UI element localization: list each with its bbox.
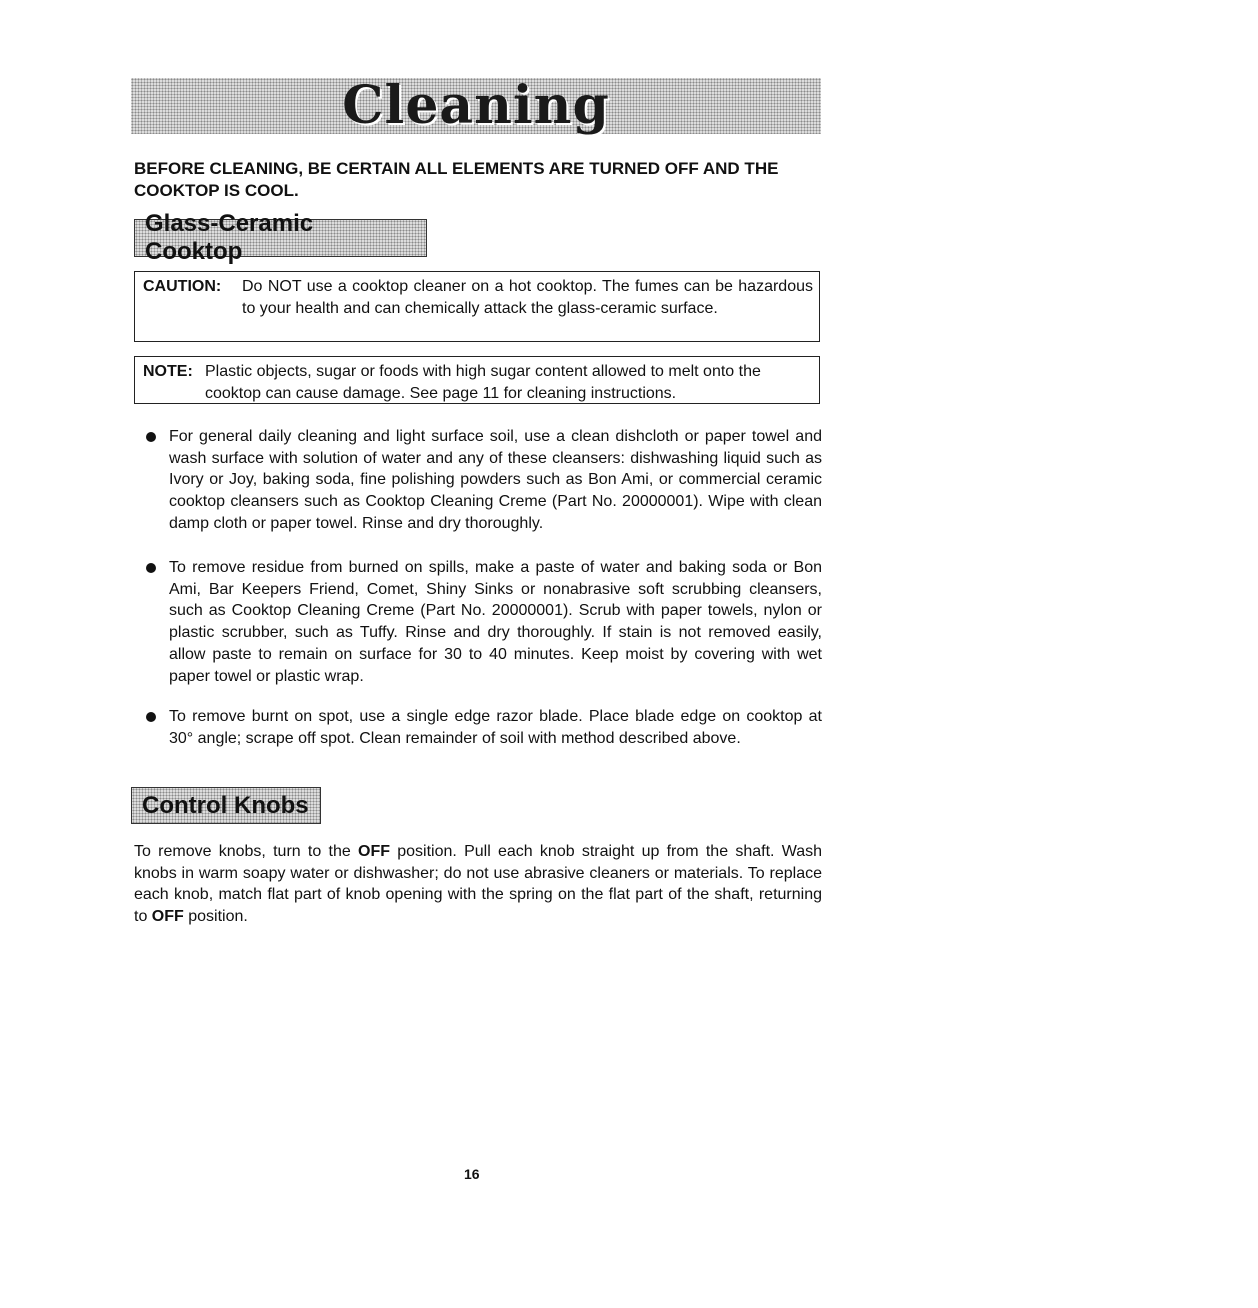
section-heading-glass-ceramic: Glass-Ceramic Cooktop	[134, 219, 427, 257]
knobs-text-part: position.	[183, 908, 248, 926]
section-heading-control-knobs: Control Knobs	[131, 787, 321, 824]
note-box	[134, 356, 820, 404]
page-number: 16	[464, 1166, 480, 1182]
bullet-item	[146, 706, 822, 749]
bullet-text: To remove residue from burned on spills, make a paste of water and baking soda or Bon Ami, Bar Keepers Friend, Comet, Shiny Sinks or nonabrasive soft scrubbing cleansers, such as Cooktop Cleaning Creme (Part No. 20000001). Scrub with paper towels, nylon or plastic scrubber, such as Tuffy. Rinse and dry thoroughly. If stain is not removed easily, allow paste to remain on surface for 30 to 40 minutes. Keep moist by covering with wet paper towel or plastic wrap.	[169, 559, 822, 685]
page-title: Cleaning	[342, 75, 610, 136]
knobs-text-part: position. Pull each knob straight up from the shaft. Wash knobs in warm soapy water or dishwasher; do not use abrasive cleaners or materials. To replace each knob, match flat part of knob opening with the spring on the flat part of the shaft, returning to	[134, 843, 823, 926]
bullet-item	[146, 426, 822, 535]
bullet-text: For general daily cleaning and light surface soil, use a clean dishcloth or paper towel and wash surface with solution of water and any of these cleansers: dishwashing liquid such as Ivory or Joy, baking soda, fine polishing powders such as Bon Ami, or commercial ceramic cooktop cleansers such as Cooktop Cleaning Creme (Part No. 20000001). Wipe with clean damp cloth or paper towel. Rinse and dry thoroughly.	[169, 428, 822, 532]
bullet-dot-icon	[146, 432, 156, 442]
control-knobs-paragraph	[134, 841, 822, 928]
note-label: NOTE:	[143, 363, 193, 380]
caution-box	[134, 271, 820, 342]
bullet-text: To remove burnt on spot, use a single edge razor blade. Place blade edge on cooktop at 30° angle; scrape off spot. Clean remainder of soil with method described above.	[169, 708, 822, 747]
title-banner	[131, 75, 821, 136]
safety-warning: BEFORE CLEANING, BE CERTAIN ALL ELEMENTS ARE TURNED OFF AND THE COOKTOP IS COOL.	[134, 159, 779, 200]
knobs-text-part: To remove knobs, turn to the	[134, 843, 358, 860]
bullet-dot-icon	[146, 563, 156, 573]
off-emphasis: OFF	[358, 843, 390, 860]
bullet-dot-icon	[146, 712, 156, 722]
off-emphasis: OFF	[151, 908, 184, 926]
caution-text: Do NOT use a cooktop cleaner on a hot cooktop. The fumes can be hazardous to your health and can chemically attack the glass-ceramic surface.	[242, 278, 813, 317]
caution-label: CAUTION:	[143, 278, 222, 295]
bullet-item	[146, 557, 822, 687]
note-text: Plastic objects, sugar or foods with high sugar content allowed to melt onto the cooktop can cause damage. See page 11 for cleaning instructions.	[205, 363, 761, 402]
